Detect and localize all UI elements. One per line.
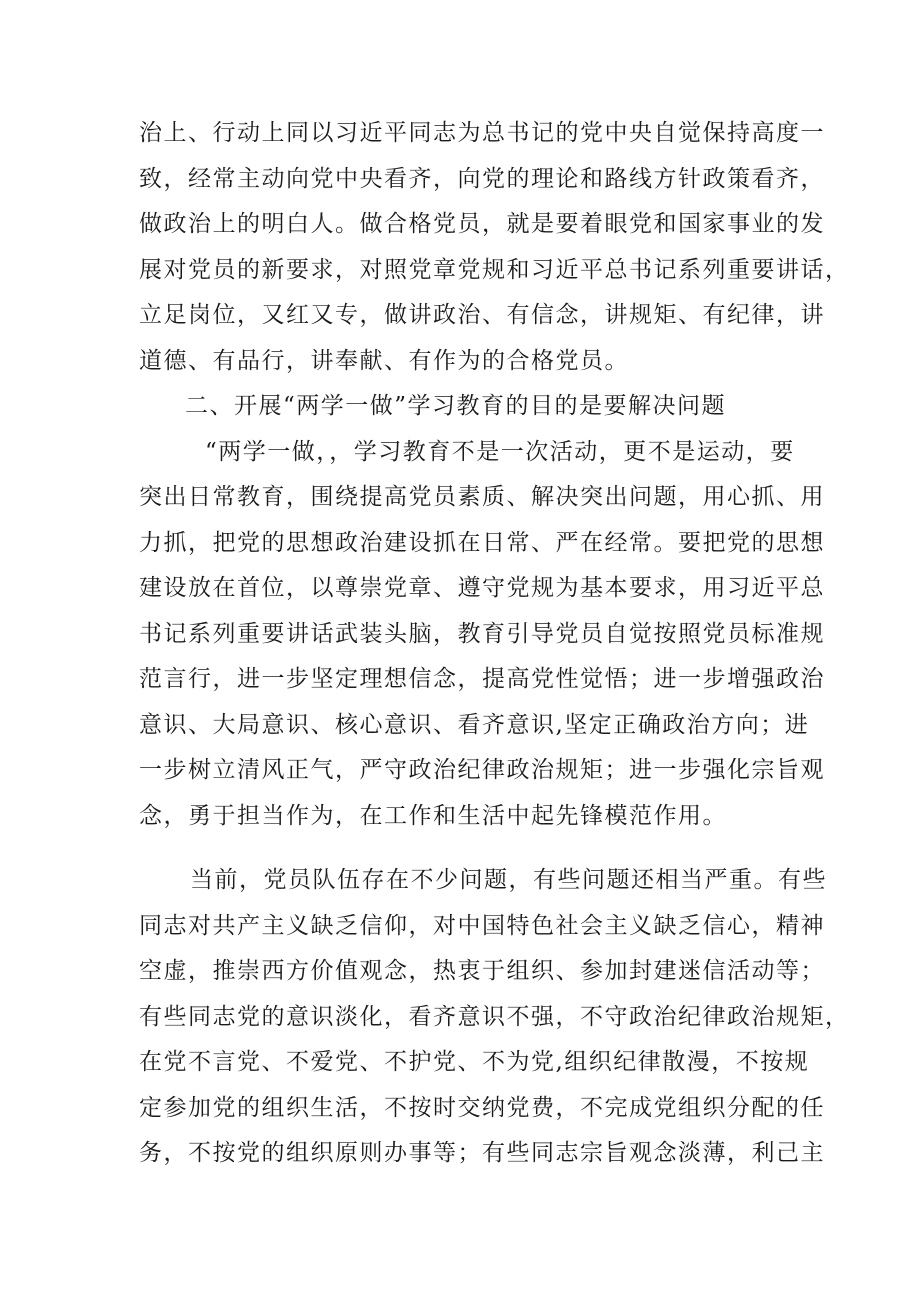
paragraph-2-line: “两学一做，，学习教育不是一次活动，更不是运动，要 xyxy=(205,438,795,465)
paragraph-3-line: 在党不言党、不爱党、不护党、不为党,组织纪律散漫，不按规 xyxy=(139,1049,810,1075)
paragraph-2-line: 念，勇于担当作为，在工作和生活中起先锋模范作用。 xyxy=(139,802,727,829)
paragraph-1-line: 做政治上的明白人。做合格党员，就是要着眼党和国家事业的发 xyxy=(139,211,825,237)
paragraph-1 xyxy=(139,111,850,384)
paragraph-3-line: 务，不按党的组织原则办事等；有些同志宗旨观念淡薄，利己主 xyxy=(139,1140,825,1166)
paragraph-2-line: 书记系列重要讲话武装头脑，教育引导党员自觉按照党员标准规 xyxy=(139,620,825,647)
paragraph-3-line: 当前，党员队伍存在不少问题，有些问题还相当严重。有些 xyxy=(190,867,827,893)
paragraph-3-line: 定参加党的组织生活，不按时交纳党费，不完成党组织分配的任 xyxy=(139,1094,825,1121)
paragraph-2-line: 范言行，进一步坚定理想信念，提高党性觉悟；进一步增强政治 xyxy=(139,666,825,692)
paragraph-3-line: 空虚，推崇西方价值观念，热衷于组织、参加封建迷信活动等； xyxy=(139,958,825,984)
paragraph-3 xyxy=(139,858,850,1177)
paragraph-2-line: 突出日常教育，围绕提高党员素质、解决突出问题，用心抓、用 xyxy=(139,484,825,510)
paragraph-1-line: 展对党员的新要求，对照党章党规和习近平总书记系列重要讲话， xyxy=(139,256,850,283)
paragraph-1-line: 道德、有品行，讲奉献、有作为的合格党员。 xyxy=(139,347,629,374)
section-heading: 二、开展“两学一做”学习教育的目的是要解决问题 xyxy=(185,393,727,419)
paragraph-2-line: 力抓，把党的思想政治建设抓在日常、严在经常。要把党的思想 xyxy=(139,529,825,556)
section-2 xyxy=(139,384,825,839)
paragraph-3-line: 同志对共产主义缺乏信仰，对中国特色社会主义缺乏信心，精神 xyxy=(139,912,825,939)
paragraph-1-line: 治上、行动上同以习近平同志为总书记的党中央自觉保持高度一 xyxy=(139,120,825,146)
paragraph-1-line: 立足岗位，又红又专，做讲政治、有信念，讲规矩、有纪律，讲 xyxy=(139,302,825,328)
paragraph-3-line: 有些同志党的意识淡化，看齐意识不强，不守政治纪律政治规矩， xyxy=(139,1003,850,1030)
paragraph-1-line: 致，经常主动向党中央看齐，向党的理论和路线方针政策看齐， xyxy=(139,165,825,192)
paragraph-2-line: 意识、大局意识、核心意识、看齐意识,坚定正确政治方向；进 xyxy=(139,711,810,738)
paragraph-2-line: 一步树立清风正气，严守政治纪律政治规矩；进一步强化宗旨观 xyxy=(139,757,825,783)
paragraph-2-line: 建设放在首位，以尊崇党章、遵守党规为基本要求，用习近平总 xyxy=(139,575,825,601)
